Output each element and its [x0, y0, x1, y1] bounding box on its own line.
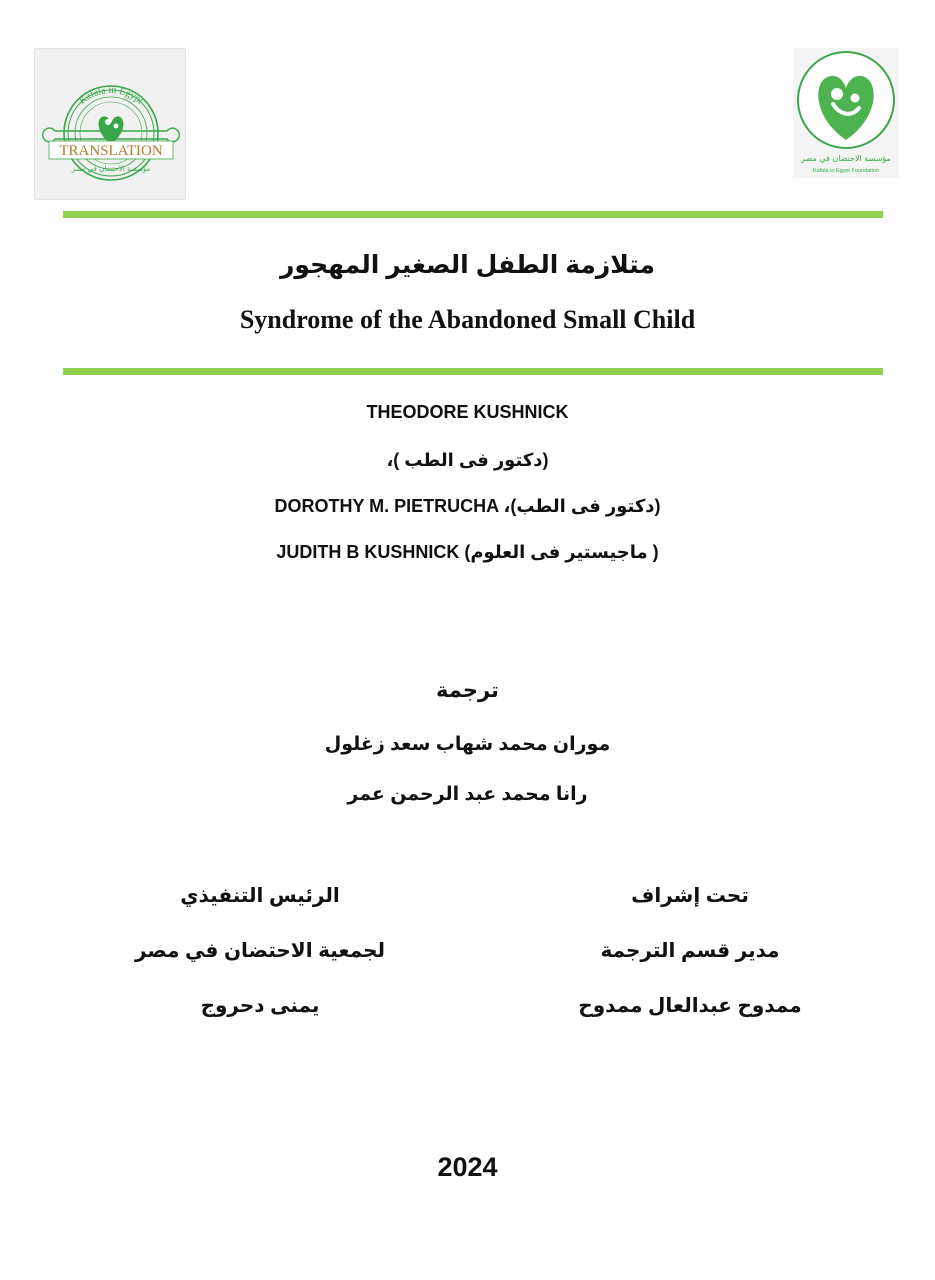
logo-right-arabic-text: مؤسسة الاحتضان في مصر: [801, 154, 891, 163]
author-3: [0, 542, 935, 563]
ceo-name: يمنى دحروج: [200, 995, 320, 1017]
kafala-foundation-logo-graphic: [793, 48, 899, 178]
publication-year: 2024: [437, 1152, 498, 1182]
logo-right-english-text: Kafala in Egypt Foundation: [812, 168, 880, 174]
kafala-foundation-logo: [793, 48, 899, 178]
svg-text:Kafala in Egypt: [77, 85, 145, 107]
translator-1: موران محمد شهاب سعد زغلول: [324, 734, 611, 755]
title-arabic: متلازمة الطفل الصغير المهجور: [280, 251, 655, 279]
ceo-organization: لجمعية الاحتضان في مصر: [134, 940, 386, 962]
logo-left-banner-text: TRANSLATION: [59, 143, 163, 159]
top-green-rule: [63, 211, 883, 218]
translation-heading: ترجمة: [436, 679, 499, 702]
author-1: THEODORE KUSHNICK: [366, 402, 569, 422]
author-2-name: DOROTHY M. PIETRUCHA: [274, 496, 499, 516]
title-english: Syndrome of the Abandoned Small Child: [239, 305, 696, 334]
supervisor-name: ممدوح عبدالعال ممدوح: [578, 995, 802, 1017]
logo-left-arabic-text: مؤسسة الاحتضان في مصر: [71, 165, 151, 173]
author-2-degree: (دكتور فى الطب)،: [503, 496, 661, 516]
author-1-degree: (دكتور فى الطب )،: [386, 450, 549, 470]
kafala-translation-logo: [34, 48, 186, 200]
kafala-translation-logo-graphic: [35, 49, 187, 201]
author-2: [0, 496, 935, 517]
supervisor-title: مدير قسم الترجمة: [600, 940, 780, 962]
author-3-name: JUDITH B KUSHNICK: [276, 542, 460, 562]
supervision-heading: تحت إشراف: [631, 885, 749, 907]
translator-2: رانا محمد عبد الرحمن عمر: [347, 784, 588, 805]
bottom-green-rule: [63, 368, 883, 375]
author-3-degree: ( ماجيستير فى العلوم): [464, 542, 659, 562]
ceo-heading: الرئيس التنفيذي: [180, 885, 340, 907]
logo-left-arc-text: Kafala in Egypt: [77, 84, 146, 107]
